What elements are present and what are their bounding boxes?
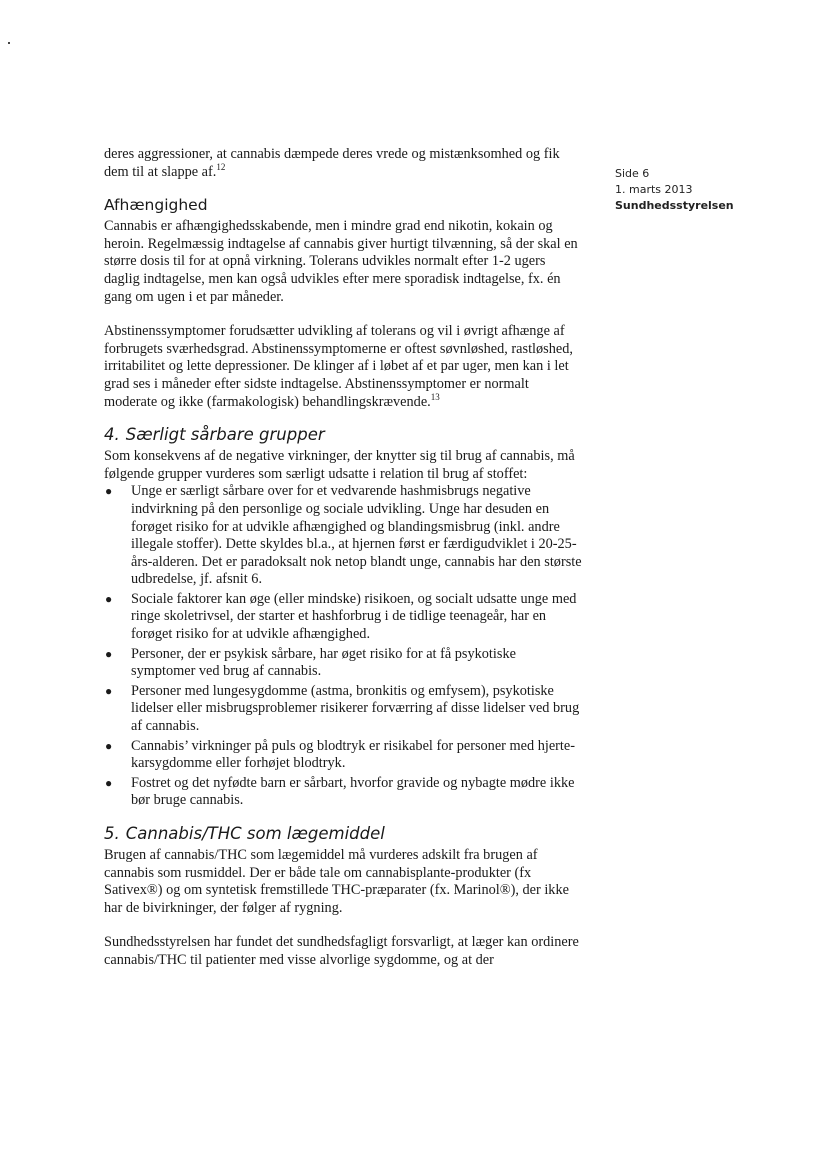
page-number: Side 6 <box>615 167 650 180</box>
list-item: ● Sociale faktorer kan øge (eller mindske) risikoen, og socialt udsatte unge med ringe skoletrivsel, der starter et hashforbrug i de tidlige teenageår, har en forøget risiko for at udvikle afhængighed. <box>105 590 577 643</box>
bullet-icon: ● <box>105 683 113 698</box>
document-body <box>104 146 582 970</box>
list-item: ● Personer med lungesygdomme (astma, bronkitis og emfysem), psykotiske lidelser eller misbrugsproblemer risikerer forværring af disse lidelser ved brug af cannabis. <box>105 682 580 735</box>
list-item: ● Fostret og det nyfødte barn er sårbart, hvorfor gravide og nybagte mødre ikke bør bruge cannabis. <box>105 774 575 809</box>
document-date: 1. marts 2013 <box>615 183 693 196</box>
bullet-icon: ● <box>105 591 113 606</box>
section-title: Cannabis/THC som lægemiddel <box>125 824 385 843</box>
bullet-icon: ● <box>105 738 113 753</box>
paragraph-afhaengighed-2: Abstinenssymptomer forudsætter udvikling af tolerans og vil i øvrigt afhænge af forbrugets sværhedsgrad. Abstinenssymptomerne er oftest søvnløshed, rastløshed, irritabilitet og lette depressioner. De klinger af i løbet af et par uger, men kan i let grad ses i måneder efter sidste indtagelse. Abstinenssymptomer er normalt moderate og ikke (farmakologisk) behandlingskrævende.$^{13}$ <box>104 323 573 410</box>
bullet-icon: ● <box>105 775 113 790</box>
section-5-heading <box>104 823 582 844</box>
section-number: 5. <box>104 824 120 843</box>
bullet-icon: ● <box>105 484 113 499</box>
list-item: ● Unge er særligt sårbare over for et vedvarende hashmisbrugs negative indvirkning på den personlige og sociale udvikling. Unge har desuden en forøget risiko for at udvikle afhængighed og blandingsmisbrug (inkl. andre illegale stoffer). Dette skyldes bl.a., at hjernen først er færdigudviklet i 20-25-års-alderen. Det er paradoksalt nok netop blandt unge, cannabis har den største udbredelse, jf. afsnit 6. <box>105 483 582 588</box>
section-4-heading <box>104 424 582 445</box>
bullet-icon: ● <box>105 646 113 661</box>
heading-afhaengighed: Afhængighed <box>104 196 208 215</box>
vulnerable-groups-list <box>104 483 582 810</box>
intro-paragraph: deres aggressioner, at cannabis dæmpede deres vrede og mistænksomhed og fik dem til at slappe af.$^{12}$ <box>104 146 560 180</box>
list-item: ● Personer, der er psykisk sårbare, har øget risiko for at få psykotiske symptomer ved brug af cannabis. <box>105 645 516 680</box>
footnote-ref: 13 <box>430 391 440 402</box>
paragraph-afhaengighed-1: Cannabis er afhængighedsskabende, men i mindre grad end nikotin, kokain og heroin. Regelmæssig indtagelse af cannabis giver hurtigt tilvænning, så der skal en større dosis til for at opnå virkning. Tolerans udvikles normalt efter 1-2 ugers daglig indtagelse, men kan også udvikles efter mere sporadisk indtagelse, fx. én gang om ugen i et par måneder. <box>104 218 578 305</box>
scan-speck <box>8 42 10 44</box>
section-4-intro: Som konsekvens af de negative virkninger, der knytter sig til brug af cannabis, må følgende grupper vurderes som særligt udsatte i relation til brug af stoffet: <box>104 448 575 482</box>
page-sidebar <box>615 166 815 214</box>
section-5-paragraph-1: Brugen af cannabis/THC som lægemiddel må vurderes adskilt fra brugen af cannabis som rusmiddel. Der er både tale om cannabisplante-produkter (fx Sativex®) og om syntetisk fremstillede THC-præparater (fx. Marinol®), der ikke har de bivirkninger, der følger af rygning. <box>104 847 569 916</box>
section-5-paragraph-2: Sundhedsstyrelsen har fundet det sundhedsfagligt forsvarligt, at læger kan ordinere cannabis/THC til patienter med visse alvorlige sygdomme, og at der <box>104 934 579 968</box>
list-item: ● Cannabis’ virkninger på puls og blodtryk er risikabel for personer med hjerte-karsygdomme eller forhøjet blodtryk. <box>105 737 575 772</box>
section-title: Særligt sårbare grupper <box>125 425 325 445</box>
organization-name: Sundhedsstyrelsen <box>615 199 734 212</box>
footnote-ref: 12 <box>216 161 226 172</box>
section-number: 4. <box>104 425 120 445</box>
